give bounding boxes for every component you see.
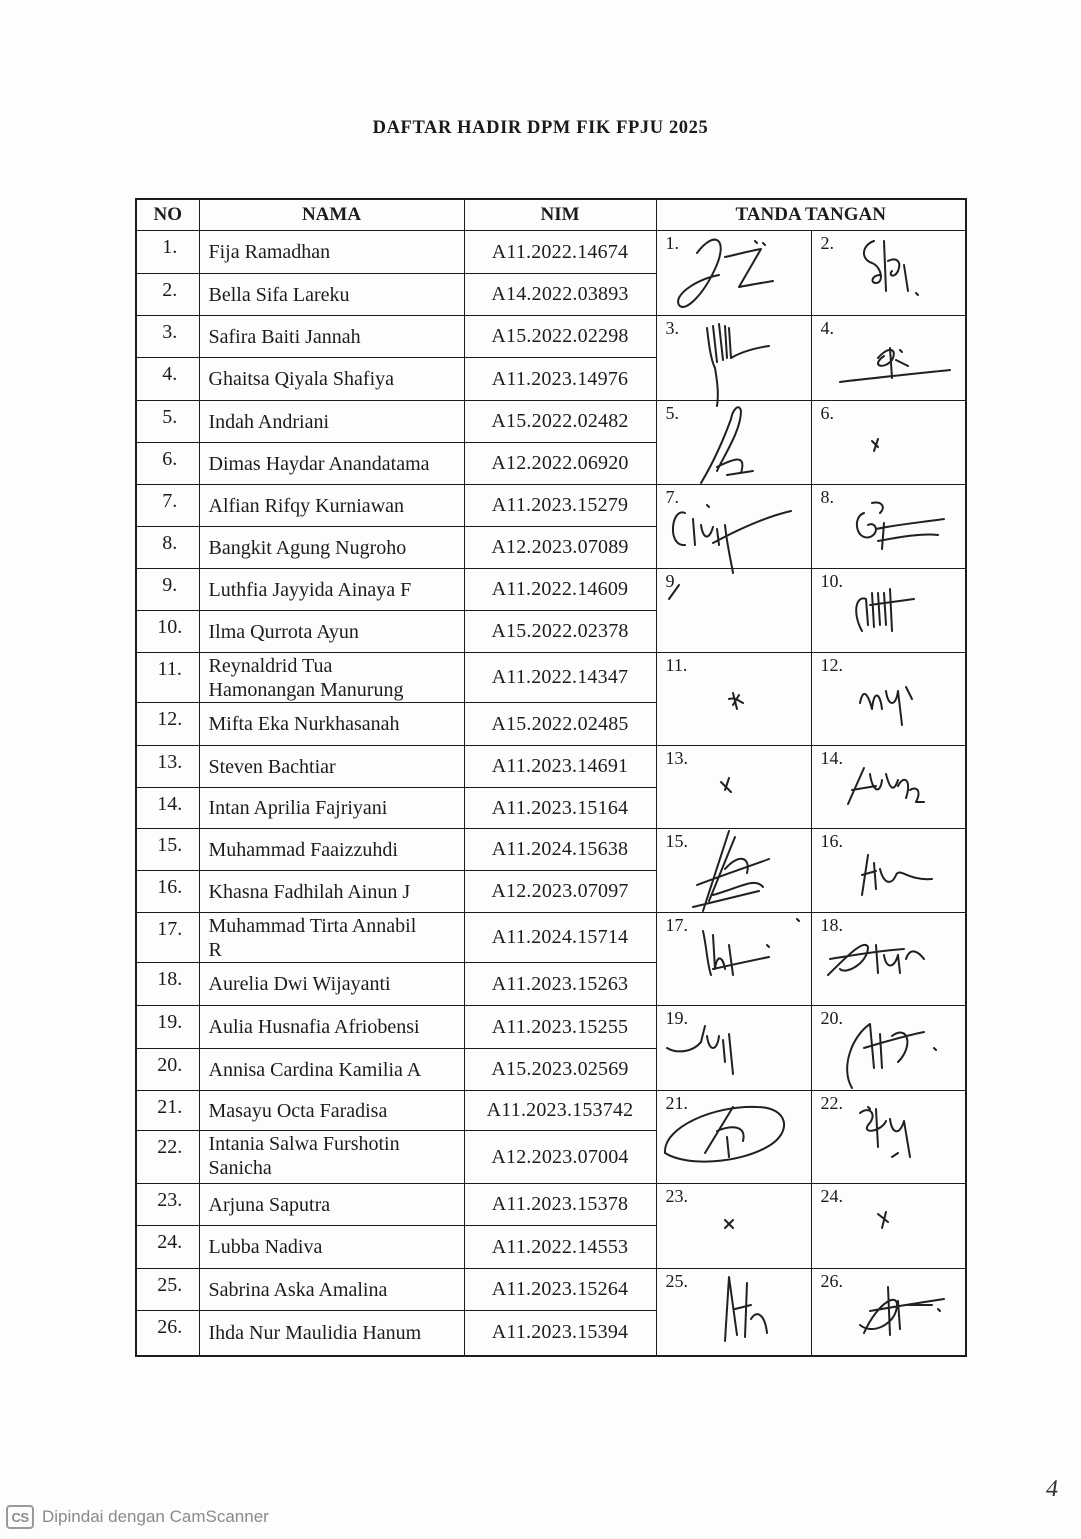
document-title: DAFTAR HADIR DPM FIK FPJU 2025 — [372, 118, 709, 138]
student-name: Luthfia Jayyida Ainaya F — [199, 569, 464, 611]
signature-cell — [656, 1184, 811, 1269]
student-nim: A11.2023.15255 — [464, 1006, 656, 1049]
student-nim: A15.2022.02298 — [464, 316, 656, 358]
row-number: 26. — [136, 1311, 199, 1356]
row-number: 7. — [136, 485, 199, 527]
table-row — [136, 569, 966, 611]
student-nim: A15.2022.02482 — [464, 401, 656, 443]
table-row — [136, 913, 966, 963]
signature-number: 17. — [665, 915, 688, 935]
signature-cell — [811, 1269, 966, 1356]
signature-number: 3. — [665, 318, 679, 338]
row-number: 25. — [136, 1269, 199, 1311]
table-row — [136, 231, 966, 274]
student-name: Ihda Nur Maulidia Hanum — [199, 1311, 464, 1356]
signature-number: 24. — [820, 1186, 843, 1206]
student-name: Muhammad Faaizzuhdi — [199, 829, 464, 871]
signature-cell — [811, 829, 966, 913]
signature-cell — [811, 569, 966, 653]
table-row — [136, 1091, 966, 1131]
table-row — [136, 485, 966, 527]
row-number: 23. — [136, 1184, 199, 1226]
row-number: 4. — [136, 358, 199, 401]
signature-number: 12. — [820, 655, 843, 675]
student-name: Ilma Qurrota Ayun — [199, 611, 464, 653]
signature-cell — [811, 485, 966, 569]
row-number: 5. — [136, 401, 199, 443]
signature-cell — [656, 316, 811, 401]
table-row — [136, 653, 966, 703]
signature-7 — [657, 485, 812, 573]
table-row — [136, 1184, 966, 1226]
signature-cell — [811, 231, 966, 316]
row-number: 6. — [136, 443, 199, 485]
signature-cell — [811, 401, 966, 485]
signature-number: 11. — [665, 655, 688, 675]
signature-4 — [812, 316, 967, 404]
student-nim: A15.2023.02569 — [464, 1049, 656, 1091]
student-nim: A14.2022.03893 — [464, 274, 656, 316]
student-nim: A15.2022.02378 — [464, 611, 656, 653]
signature-number: 25. — [665, 1271, 688, 1291]
signature-cell — [811, 1006, 966, 1091]
student-nim: A11.2023.153742 — [464, 1091, 656, 1131]
student-name: Intania Salwa Furshotin Sanicha — [199, 1131, 464, 1184]
scanner-footer — [6, 1504, 269, 1530]
student-nim: A11.2023.15264 — [464, 1269, 656, 1311]
student-name: Khasna Fadhilah Ainun J — [199, 871, 464, 913]
signature-cell — [656, 485, 811, 569]
student-name: Reynaldrid Tua Hamonangan Manurung — [199, 653, 464, 703]
signature-number: 15. — [665, 831, 688, 851]
signature-number: 9 — [665, 571, 675, 591]
student-name: Muhammad Tirta Annabil R — [199, 913, 464, 963]
table-row — [136, 746, 966, 788]
row-number: 21. — [136, 1091, 199, 1131]
row-number: 22. — [136, 1131, 199, 1184]
scanner-watermark-text: Dipindai dengan CamScanner — [42, 1507, 269, 1526]
signature-5 — [657, 401, 812, 489]
table-row — [136, 1269, 966, 1311]
signature-8 — [812, 485, 967, 573]
signature-number: 14. — [820, 748, 843, 768]
row-number: 14. — [136, 788, 199, 829]
student-nim: A15.2022.02485 — [464, 703, 656, 746]
row-number: 17. — [136, 913, 199, 963]
student-name: Alfian Rifqy Kurniawan — [199, 485, 464, 527]
student-nim: A11.2022.14347 — [464, 653, 656, 703]
signature-number: 20. — [820, 1008, 843, 1028]
row-number: 20. — [136, 1049, 199, 1091]
signature-number: 8. — [820, 487, 834, 507]
student-nim: A11.2022.14609 — [464, 569, 656, 611]
row-number: 2. — [136, 274, 199, 316]
row-number: 3. — [136, 316, 199, 358]
row-number: 24. — [136, 1226, 199, 1269]
signature-number: 21. — [665, 1093, 688, 1113]
signature-2 — [812, 231, 967, 319]
student-name: Bella Sifa Lareku — [199, 274, 464, 316]
row-number: 9. — [136, 569, 199, 611]
signature-cell — [656, 1269, 811, 1356]
signature-cell — [656, 401, 811, 485]
signature-number: 13. — [665, 748, 688, 768]
signature-1 — [657, 231, 812, 319]
student-nim: A11.2023.15279 — [464, 485, 656, 527]
page-number: 4 — [1044, 1476, 1060, 1502]
table-row — [136, 1006, 966, 1049]
signature-cell — [656, 569, 811, 653]
signature-number: 16. — [820, 831, 843, 851]
student-nim: A11.2023.14691 — [464, 746, 656, 788]
row-number: 15. — [136, 829, 199, 871]
signature-cell — [811, 316, 966, 401]
student-name: Lubba Nadiva — [199, 1226, 464, 1269]
row-number: 10. — [136, 611, 199, 653]
row-number: 8. — [136, 527, 199, 569]
signature-number: 4. — [820, 318, 834, 338]
student-nim: A11.2022.14553 — [464, 1226, 656, 1269]
header-tanda-tangan: TANDA TANGAN — [656, 199, 966, 231]
student-nim: A11.2022.14674 — [464, 231, 656, 274]
signature-number: 23. — [665, 1186, 688, 1206]
signature-cell — [811, 1184, 966, 1269]
student-name: Ghaitsa Qiyala Shafiya — [199, 358, 464, 401]
table-header-row — [136, 199, 966, 231]
student-nim: A12.2022.06920 — [464, 443, 656, 485]
signature-cell — [656, 1006, 811, 1091]
student-name: Arjuna Saputra — [199, 1184, 464, 1226]
student-nim: A12.2023.07004 — [464, 1131, 656, 1184]
attendance-table — [135, 198, 967, 1357]
signature-cell — [811, 653, 966, 746]
signature-cell — [656, 1091, 811, 1184]
table-row — [136, 829, 966, 871]
header-no: NO — [136, 199, 199, 231]
signature-number: 6. — [820, 403, 834, 423]
student-name: Bangkit Agung Nugroho — [199, 527, 464, 569]
student-name: Dimas Haydar Anandatama — [199, 443, 464, 485]
student-nim: A11.2024.15714 — [464, 913, 656, 963]
student-name: Steven Bachtiar — [199, 746, 464, 788]
header-nim: NIM — [464, 199, 656, 231]
student-nim: A11.2024.15638 — [464, 829, 656, 871]
student-nim: A11.2023.15164 — [464, 788, 656, 829]
student-name: Aulia Husnafia Afriobensi — [199, 1006, 464, 1049]
student-name: Annisa Cardina Kamilia A — [199, 1049, 464, 1091]
signature-6 — [812, 401, 967, 489]
row-number: 13. — [136, 746, 199, 788]
signature-number: 26. — [820, 1271, 843, 1291]
signature-number: 10. — [820, 571, 843, 591]
student-nim: A12.2023.07089 — [464, 527, 656, 569]
signature-3 — [657, 316, 812, 404]
student-nim: A11.2023.14976 — [464, 358, 656, 401]
camscanner-logo-icon: CS — [6, 1505, 34, 1529]
row-number: 1. — [136, 231, 199, 274]
signature-cell — [656, 231, 811, 316]
student-name: Sabrina Aska Amalina — [199, 1269, 464, 1311]
student-nim: A11.2023.15263 — [464, 963, 656, 1006]
signature-cell — [811, 1091, 966, 1184]
signature-cell — [656, 653, 811, 746]
row-number: 18. — [136, 963, 199, 1006]
student-nim: A11.2023.15394 — [464, 1311, 656, 1356]
student-name: Safira Baiti Jannah — [199, 316, 464, 358]
signature-9 — [657, 569, 812, 657]
signature-number: 22. — [820, 1093, 843, 1113]
signature-cell — [656, 913, 811, 1006]
table-row — [136, 316, 966, 358]
student-name: Masayu Octa Faradisa — [199, 1091, 464, 1131]
signature-number: 1. — [665, 233, 679, 253]
student-name: Indah Andriani — [199, 401, 464, 443]
header-nama: NAMA — [199, 199, 464, 231]
row-number: 16. — [136, 871, 199, 913]
signature-number: 2. — [820, 233, 834, 253]
signature-cell — [656, 829, 811, 913]
signature-number: 18. — [820, 915, 843, 935]
student-nim: A12.2023.07097 — [464, 871, 656, 913]
row-number: 12. — [136, 703, 199, 746]
signature-number: 7. — [665, 487, 679, 507]
signature-number: 19. — [665, 1008, 688, 1028]
row-number: 19. — [136, 1006, 199, 1049]
student-name: Fija Ramadhan — [199, 231, 464, 274]
signature-cell — [656, 746, 811, 829]
table-row — [136, 401, 966, 443]
signature-cell — [811, 913, 966, 1006]
signature-cell — [811, 746, 966, 829]
signature-number: 5. — [665, 403, 679, 423]
row-number: 11. — [136, 653, 199, 703]
student-name: Intan Aprilia Fajriyani — [199, 788, 464, 829]
student-name: Aurelia Dwi Wijayanti — [199, 963, 464, 1006]
student-name: Mifta Eka Nurkhasanah — [199, 703, 464, 746]
student-nim: A11.2023.15378 — [464, 1184, 656, 1226]
